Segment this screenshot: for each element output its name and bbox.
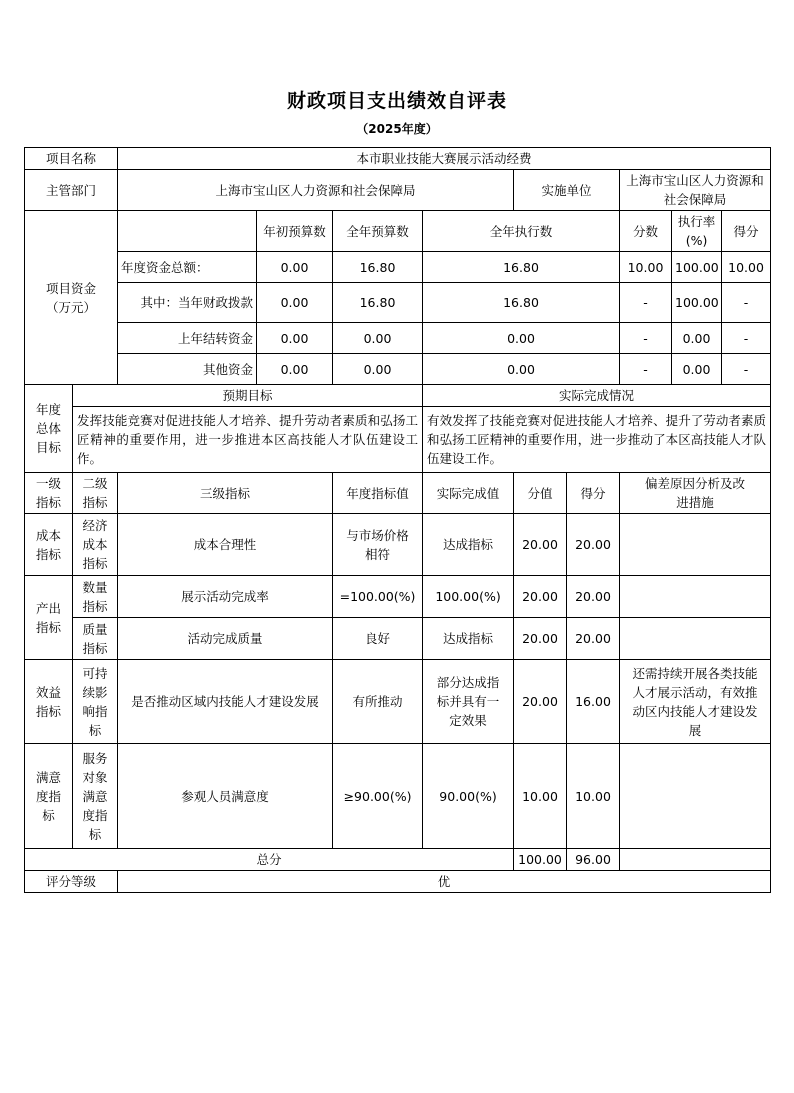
fund-cell: 16.80 xyxy=(423,283,620,323)
grade-label: 评分等级 xyxy=(25,871,118,893)
ind-l2: 数量指标 xyxy=(73,576,118,618)
ind-l3: 活动完成质量 xyxy=(118,618,333,660)
ind-reason: 还需持续开展各类技能人才展示活动，有效推动区内技能人才建设发展 xyxy=(620,660,771,744)
indicator-row xyxy=(25,660,771,744)
indicator-row xyxy=(25,514,771,576)
ind-header-l1: 一级指标 xyxy=(25,473,73,514)
ind-l2: 质量指标 xyxy=(73,618,118,660)
goal-content-row xyxy=(25,407,771,473)
fund-row-label: 其中：当年财政拨款 xyxy=(118,283,257,323)
fund-cell: 0.00 xyxy=(423,354,620,385)
ind-actual: 达成指标 xyxy=(423,618,514,660)
ind-weight: 20.00 xyxy=(514,514,567,576)
ind-target: 与市场价格相符 xyxy=(333,514,423,576)
ind-l3: 成本合理性 xyxy=(118,514,333,576)
indicator-header-row xyxy=(25,473,771,514)
ind-l2: 可持续影响指标 xyxy=(73,660,118,744)
fund-cell: 0.00 xyxy=(257,283,333,323)
ind-actual: 100.00(%) xyxy=(423,576,514,618)
ind-l1: 成本指标 xyxy=(25,514,73,576)
fund-cell: 16.80 xyxy=(333,252,423,283)
fund-cell: 0.00 xyxy=(672,354,722,385)
total-row xyxy=(25,849,771,871)
page-subtitle-year: （2025年度） xyxy=(356,122,438,136)
fund-cell: - xyxy=(722,283,771,323)
fund-header-initial: 年初预算数 xyxy=(257,211,333,252)
goal-actual-text: 有效发挥了技能竞赛对促进技能人才培养、提升了劳动者素质和弘扬工匠精神的重要作用，进一步推动了本区高技能人才队伍建设工作。 xyxy=(423,407,771,473)
grade-value: 优 xyxy=(118,871,771,893)
ind-weight: 20.00 xyxy=(514,660,567,744)
ind-score: 20.00 xyxy=(567,618,620,660)
fund-header-rate: 执行率(%) xyxy=(672,211,722,252)
indicator-row xyxy=(25,618,771,660)
goal-header-row xyxy=(25,385,771,407)
ind-score: 10.00 xyxy=(567,744,620,849)
ind-actual: 90.00(%) xyxy=(423,744,514,849)
ind-header-reason: 偏差原因分析及改进措施 xyxy=(620,473,771,514)
ind-target: ≥90.00(%) xyxy=(333,744,423,849)
ind-l1: 满意度指标 xyxy=(25,744,73,849)
page-title: 财政项目支出绩效自评表 xyxy=(286,90,507,112)
ind-header-target: 年度指标值 xyxy=(333,473,423,514)
ind-weight: 20.00 xyxy=(514,576,567,618)
ind-l1: 效益指标 xyxy=(25,660,73,744)
ind-l2: 经济成本指标 xyxy=(73,514,118,576)
fund-row xyxy=(25,354,771,385)
ind-reason xyxy=(620,514,771,576)
ind-reason xyxy=(620,744,771,849)
ind-l1: 产出指标 xyxy=(25,576,73,660)
ind-reason xyxy=(620,618,771,660)
ind-header-l3: 三级指标 xyxy=(118,473,333,514)
fund-header-executed: 全年执行数 xyxy=(423,211,620,252)
project-name-row xyxy=(25,148,771,170)
fund-cell: 16.80 xyxy=(423,252,620,283)
fund-header-score: 得分 xyxy=(722,211,771,252)
ind-reason xyxy=(620,576,771,618)
ind-weight: 20.00 xyxy=(514,618,567,660)
ind-target: 有所推动 xyxy=(333,660,423,744)
goal-actual-label: 实际完成情况 xyxy=(423,385,771,407)
fund-label: 项目资金（万元） xyxy=(25,211,118,385)
fund-cell: - xyxy=(620,283,672,323)
ind-score: 20.00 xyxy=(567,576,620,618)
fund-cell: 0.00 xyxy=(257,354,333,385)
goal-expected-text: 发挥技能竞赛对促进技能人才培养、提升劳动者素质和弘扬工匠精神的重要作用，进一步推进本区高技能人才队伍建设工作。 xyxy=(73,407,423,473)
fund-cell: 0.00 xyxy=(333,354,423,385)
impl-value: 上海市宝山区人力资源和社会保障局 xyxy=(620,170,771,211)
ind-l3: 展示活动完成率 xyxy=(118,576,333,618)
ind-score: 20.00 xyxy=(567,514,620,576)
ind-l2: 服务对象满意度指标 xyxy=(73,744,118,849)
fund-row xyxy=(25,283,771,323)
ind-score: 16.00 xyxy=(567,660,620,744)
indicator-row xyxy=(25,744,771,849)
fund-cell: 0.00 xyxy=(423,323,620,354)
ind-header-weight: 分值 xyxy=(514,473,567,514)
total-score: 96.00 xyxy=(567,849,620,871)
indicator-row xyxy=(25,576,771,618)
dept-label: 主管部门 xyxy=(25,170,118,211)
department-row xyxy=(25,170,771,211)
fund-cell: 100.00 xyxy=(672,283,722,323)
fund-row-label: 其他资金 xyxy=(118,354,257,385)
ind-l3: 参观人员满意度 xyxy=(118,744,333,849)
fund-cell: - xyxy=(722,323,771,354)
fund-cell: - xyxy=(722,354,771,385)
ind-actual: 达成指标 xyxy=(423,514,514,576)
fund-header-points: 分数 xyxy=(620,211,672,252)
impl-label: 实施单位 xyxy=(514,170,620,211)
fund-cell: 0.00 xyxy=(257,323,333,354)
project-name-value: 本市职业技能大赛展示活动经费 xyxy=(118,148,771,170)
fund-cell: 100.00 xyxy=(672,252,722,283)
fund-cell: 16.80 xyxy=(333,283,423,323)
fund-row xyxy=(25,252,771,283)
fund-row-label: 年度资金总额： xyxy=(118,252,257,283)
evaluation-table xyxy=(24,147,771,893)
ind-header-l2: 二级指标 xyxy=(73,473,118,514)
dept-value: 上海市宝山区人力资源和社会保障局 xyxy=(118,170,514,211)
ind-target: =100.00(%) xyxy=(333,576,423,618)
total-blank xyxy=(620,849,771,871)
grade-row xyxy=(25,871,771,893)
fund-cell: 10.00 xyxy=(620,252,672,283)
total-label: 总分 xyxy=(25,849,514,871)
ind-weight: 10.00 xyxy=(514,744,567,849)
fund-row-label: 上年结转资金 xyxy=(118,323,257,354)
goal-label: 年度总体目标 xyxy=(25,385,73,473)
ind-header-score: 得分 xyxy=(567,473,620,514)
fund-cell: - xyxy=(620,323,672,354)
fund-cell: 0.00 xyxy=(672,323,722,354)
fund-cell: 0.00 xyxy=(257,252,333,283)
total-weight: 100.00 xyxy=(514,849,567,871)
fund-header-row xyxy=(25,211,771,252)
ind-target: 良好 xyxy=(333,618,423,660)
fund-cell: 10.00 xyxy=(722,252,771,283)
ind-actual: 部分达成指标并具有一定效果 xyxy=(423,660,514,744)
project-name-label: 项目名称 xyxy=(25,148,118,170)
fund-header-blank xyxy=(118,211,257,252)
fund-header-annual: 全年预算数 xyxy=(333,211,423,252)
ind-l3: 是否推动区域内技能人才建设发展 xyxy=(118,660,333,744)
fund-row xyxy=(25,323,771,354)
goal-expected-label: 预期目标 xyxy=(73,385,423,407)
fund-cell: 0.00 xyxy=(333,323,423,354)
ind-header-actual: 实际完成值 xyxy=(423,473,514,514)
fund-cell: - xyxy=(620,354,672,385)
